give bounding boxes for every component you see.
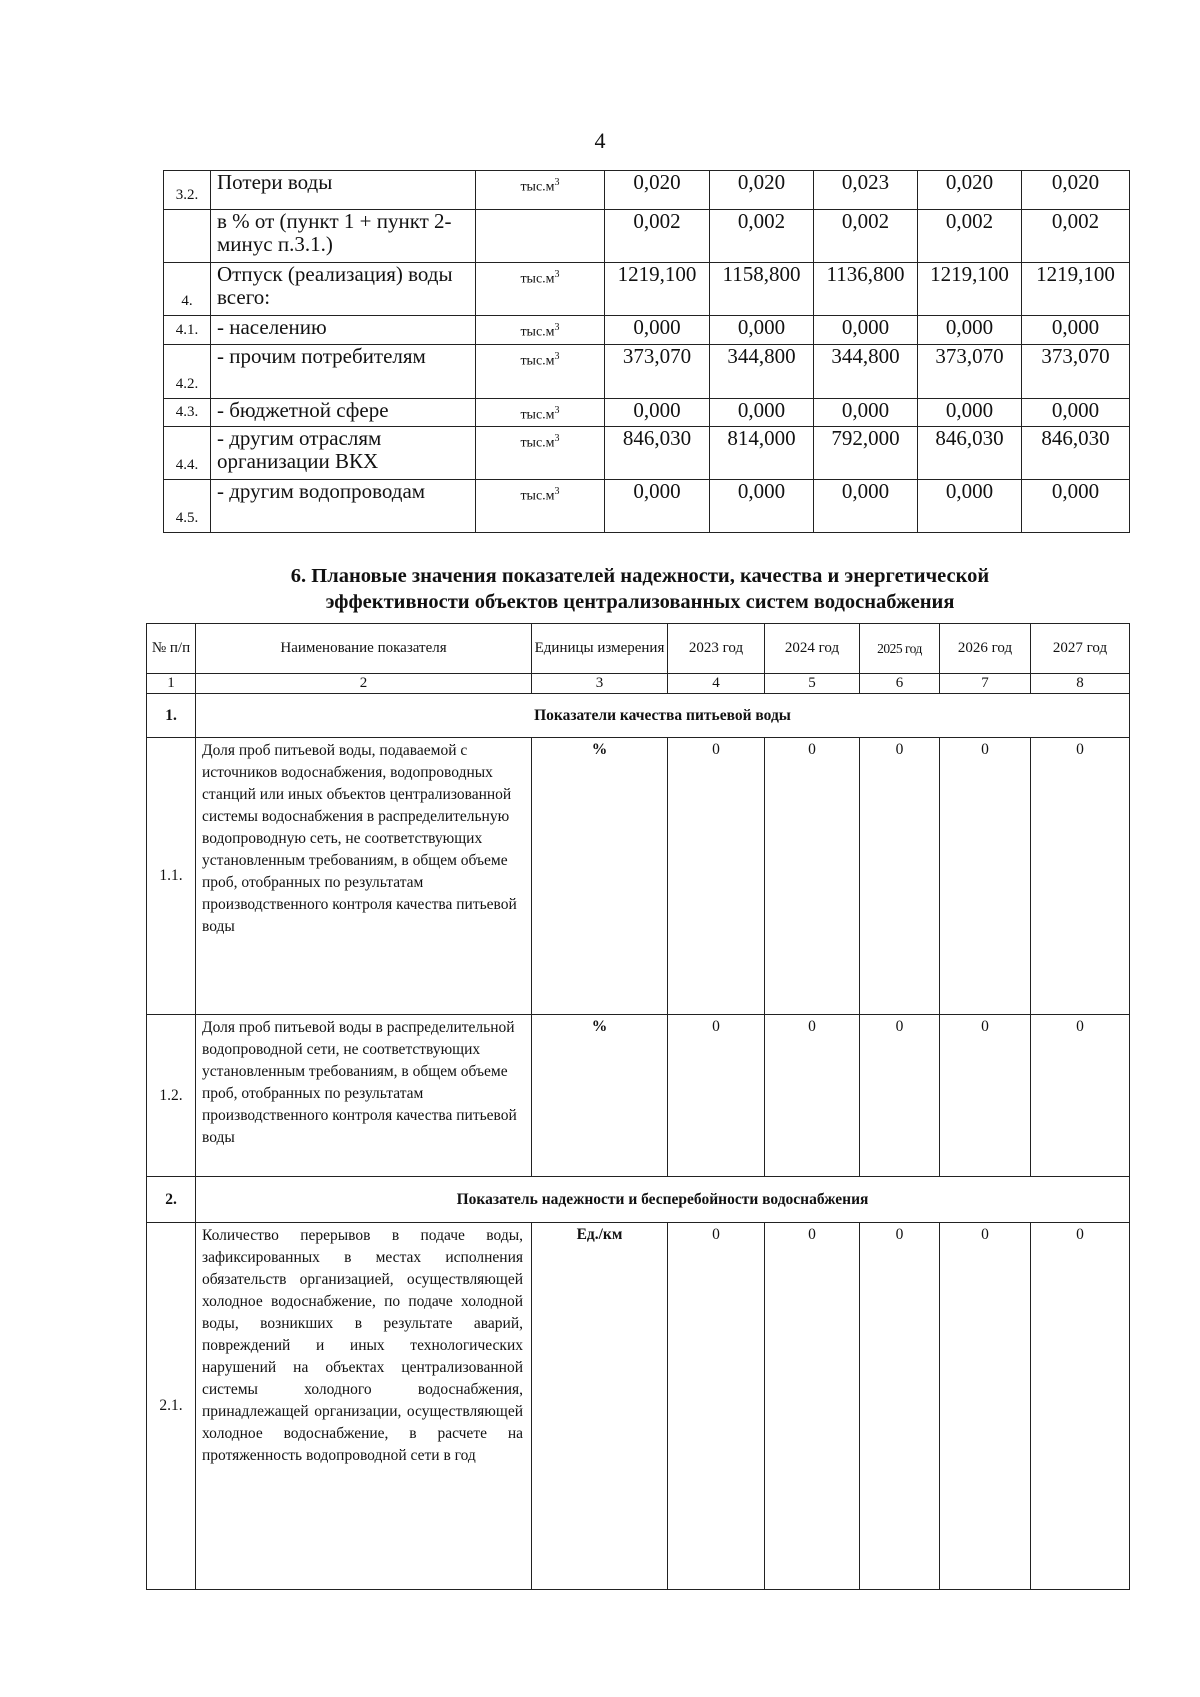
table-row xyxy=(164,210,1130,263)
row-name: - другим водопроводам xyxy=(211,480,476,533)
header-2026: 2026 год xyxy=(940,624,1031,674)
header-name: Наименование показателя xyxy=(196,624,532,674)
value-cell: 0,002 xyxy=(918,210,1022,263)
table-row xyxy=(164,398,1130,427)
table-row-2-1 xyxy=(147,1223,1130,1590)
value-cell: 0,000 xyxy=(918,316,1022,345)
row-unit xyxy=(476,398,605,427)
value-cell: 344,800 xyxy=(710,344,814,398)
value-cell: 373,070 xyxy=(1022,344,1130,398)
row-unit xyxy=(476,210,605,263)
value-cell: 1136,800 xyxy=(814,263,918,316)
value-cell: 0,020 xyxy=(1022,171,1130,210)
unit-text: тыс.м xyxy=(520,353,555,369)
unit-text: тыс.м xyxy=(520,407,555,423)
column-number-row xyxy=(147,674,1130,694)
column-number: 8 xyxy=(1031,674,1130,694)
value-cell: 1219,100 xyxy=(605,263,710,316)
column-number: 2 xyxy=(196,674,532,694)
value-cell: 0,002 xyxy=(710,210,814,263)
value-cell: 1158,800 xyxy=(710,263,814,316)
indicator-unit: % xyxy=(532,1015,668,1177)
value-cell: 0,000 xyxy=(814,480,918,533)
unit-text: тыс.м xyxy=(520,324,555,340)
row-number: 4.5. xyxy=(164,480,211,533)
value-cell: 792,000 xyxy=(814,427,918,480)
value-2025: 0 xyxy=(860,1015,940,1177)
water-balance-table xyxy=(163,170,1130,533)
value-2026: 0 xyxy=(940,1015,1031,1177)
value-2027: 0 xyxy=(1031,1223,1130,1590)
value-cell: 0,002 xyxy=(814,210,918,263)
value-cell: 0,000 xyxy=(710,480,814,533)
value-cell: 814,000 xyxy=(710,427,814,480)
value-cell: 0,000 xyxy=(605,398,710,427)
value-cell: 373,070 xyxy=(605,344,710,398)
indicator-unit: Ед./км xyxy=(532,1223,668,1590)
value-2023: 0 xyxy=(668,1223,765,1590)
section-6-title-line-1: 6. Плановые значения показателей надежности, качества и энергетической xyxy=(290,565,990,587)
value-cell: 373,070 xyxy=(918,344,1022,398)
row-name: - другим отраслям организации ВКХ xyxy=(211,427,476,480)
unit-text: тыс.м xyxy=(520,435,555,451)
column-number: 3 xyxy=(532,674,668,694)
value-cell: 1219,100 xyxy=(918,263,1022,316)
unit-superscript: 3 xyxy=(554,350,560,362)
value-2024: 0 xyxy=(765,1223,860,1590)
value-cell: 846,030 xyxy=(605,427,710,480)
table-row xyxy=(164,480,1130,533)
value-2025: 0 xyxy=(860,1223,940,1590)
section-1-title: Показатели качества питьевой воды xyxy=(196,694,1130,738)
row-number: 4.2. xyxy=(164,344,211,398)
row-number: 4.3. xyxy=(164,398,211,427)
value-cell: 0,000 xyxy=(1022,480,1130,533)
header-2025: 2025 год xyxy=(860,624,940,674)
header-2023: 2023 год xyxy=(668,624,765,674)
value-2024: 0 xyxy=(765,738,860,1015)
value-2023: 0 xyxy=(668,738,765,1015)
row-number: 4.4. xyxy=(164,427,211,480)
column-number: 7 xyxy=(940,674,1031,694)
table-row xyxy=(164,316,1130,345)
row-unit xyxy=(476,480,605,533)
section-2-row xyxy=(147,1177,1130,1223)
section-1-number: 1. xyxy=(147,694,196,738)
row-name: в % от (пункт 1 + пункт 2-минус п.3.1.) xyxy=(211,210,476,263)
indicator-name: Доля проб питьевой воды, подаваемой с источников водоснабжения, водопроводных станций или иных объектов централизованной системы водоснабжения в распределительную водопроводную сеть, не соответствующих установленным требованиям, в общем объеме проб, отобранных по результатам производственного контроля качества питьевой воды xyxy=(196,738,532,1015)
value-cell: 0,000 xyxy=(605,316,710,345)
row-unit xyxy=(476,344,605,398)
value-cell: 0,000 xyxy=(814,398,918,427)
table-row xyxy=(164,427,1130,480)
value-cell: 0,000 xyxy=(710,316,814,345)
value-cell: 0,020 xyxy=(710,171,814,210)
value-cell: 0,020 xyxy=(918,171,1022,210)
row-number: 1.1. xyxy=(147,738,196,1015)
value-2026: 0 xyxy=(940,738,1031,1015)
value-cell: 0,000 xyxy=(1022,316,1130,345)
unit-superscript: 3 xyxy=(554,404,560,416)
row-name: Отпуск (реализация) воды всего: xyxy=(211,263,476,316)
row-number: 4. xyxy=(164,263,211,316)
value-cell: 846,030 xyxy=(1022,427,1130,480)
value-cell: 0,000 xyxy=(605,480,710,533)
table-header-row xyxy=(147,624,1130,674)
row-unit xyxy=(476,171,605,210)
value-2025: 0 xyxy=(860,738,940,1015)
value-cell: 0,000 xyxy=(814,316,918,345)
column-number: 1 xyxy=(147,674,196,694)
unit-text: тыс.м xyxy=(520,488,555,504)
value-cell: 0,023 xyxy=(814,171,918,210)
section-2-title: Показатель надежности и бесперебойности водоснабжения xyxy=(196,1177,1130,1223)
unit-superscript: 3 xyxy=(554,486,560,498)
value-cell: 0,020 xyxy=(605,171,710,210)
unit-superscript: 3 xyxy=(554,322,560,333)
header-unit: Единицы измерения xyxy=(532,624,668,674)
indicator-name: Доля проб питьевой воды в распределительной водопроводной сети, не соответствующих установленным требованиям, в общем объеме проб, отобранных по результатам производственного контроля качества питьевой воды xyxy=(196,1015,532,1177)
row-number: 3.2. xyxy=(164,171,211,210)
indicator-unit: % xyxy=(532,738,668,1015)
row-name: Потери воды xyxy=(211,171,476,210)
value-cell: 0,000 xyxy=(918,480,1022,533)
unit-superscript: 3 xyxy=(554,177,560,188)
value-2023: 0 xyxy=(668,1015,765,1177)
indicators-table xyxy=(146,623,1130,1590)
table-row-1-1 xyxy=(147,738,1130,1015)
value-cell: 1219,100 xyxy=(1022,263,1130,316)
value-cell: 0,002 xyxy=(1022,210,1130,263)
row-number: 2.1. xyxy=(147,1223,196,1590)
value-2024: 0 xyxy=(765,1015,860,1177)
row-number: 1.2. xyxy=(147,1015,196,1177)
row-unit xyxy=(476,427,605,480)
value-cell: 0,002 xyxy=(605,210,710,263)
row-name: - бюджетной сфере xyxy=(211,398,476,427)
value-cell: 846,030 xyxy=(918,427,1022,480)
value-cell: 0,000 xyxy=(918,398,1022,427)
value-2027: 0 xyxy=(1031,738,1130,1015)
indicator-name: Количество перерывов в подаче воды, зафиксированных в местах исполнения обязательств организацией, осуществляющей холодное водоснабжение, по подаче холодной воды, возникших в результате аварий, повреждений и иных технологических нарушений на объектах централизованной системы холодного водоснабжения, принадлежащей организации, осуществляющей холодное водоснабжение, в расчете на протяженность водопроводной сети в год xyxy=(196,1223,532,1590)
header-no: № п/п xyxy=(147,624,196,674)
row-unit xyxy=(476,316,605,345)
header-2027: 2027 год xyxy=(1031,624,1130,674)
section-1-row xyxy=(147,694,1130,738)
unit-text: тыс.м xyxy=(520,179,555,195)
table-row xyxy=(164,263,1130,316)
section-6-title-line-2: эффективности объектов централизованных систем водоснабжения xyxy=(325,591,955,613)
value-cell: 0,000 xyxy=(1022,398,1130,427)
table-row-1-2 xyxy=(147,1015,1130,1177)
row-number: 4.1. xyxy=(164,316,211,345)
page-number: 4 xyxy=(594,128,606,153)
column-number: 6 xyxy=(860,674,940,694)
value-cell: 0,000 xyxy=(710,398,814,427)
row-name: - населению xyxy=(211,316,476,345)
value-2027: 0 xyxy=(1031,1015,1130,1177)
table-row xyxy=(164,171,1130,210)
column-number: 4 xyxy=(668,674,765,694)
section-2-number: 2. xyxy=(147,1177,196,1223)
row-unit xyxy=(476,263,605,316)
unit-superscript: 3 xyxy=(554,269,560,280)
unit-text: тыс.м xyxy=(520,271,555,287)
header-2024: 2024 год xyxy=(765,624,860,674)
table-row xyxy=(164,344,1130,398)
value-2026: 0 xyxy=(940,1223,1031,1590)
row-name: - прочим потребителям xyxy=(211,344,476,398)
column-number: 5 xyxy=(765,674,860,694)
section-6-title xyxy=(200,563,1080,615)
row-number xyxy=(164,210,211,263)
unit-superscript: 3 xyxy=(554,433,560,445)
value-cell: 344,800 xyxy=(814,344,918,398)
